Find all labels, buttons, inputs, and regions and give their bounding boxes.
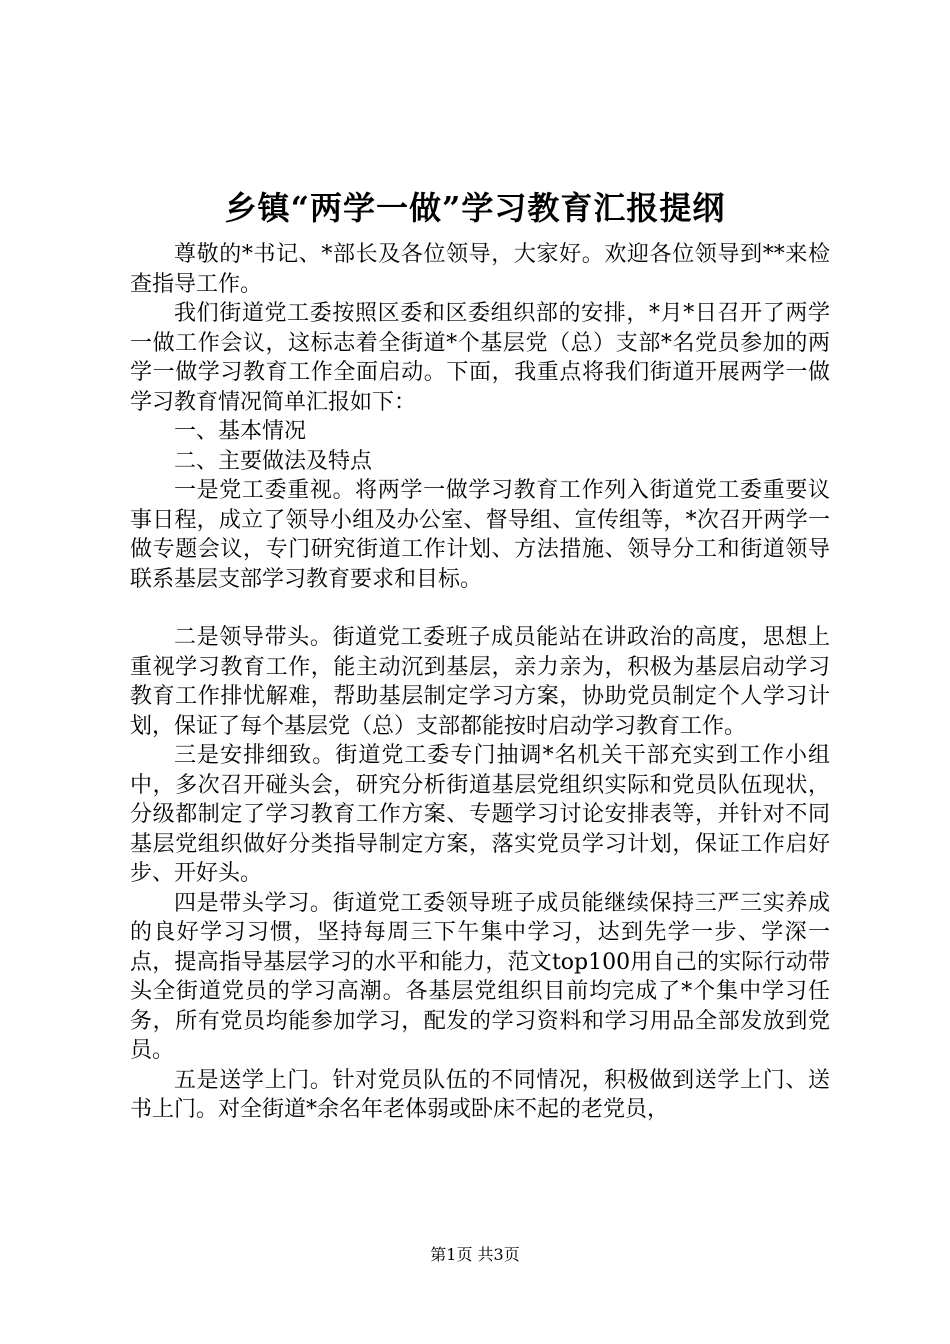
document-body bbox=[130, 240, 830, 1125]
paragraph-point-4: 四是带头学习。街道党工委领导班子成员能继续保持三严三实养成的良好学习习惯，坚持每周三下午集中学习，达到先学一步、学深一点，提高指导基层学习的水平和能力，范文top100用自己的实际行动带头全街道党员的学习高潮。各基层党组织目前均完成了*个集中学习任务，所有党员均能参加学习，配发的学习资料和学习用品全部发放到党员。 bbox=[130, 890, 830, 1063]
paragraph-point-3: 三是安排细致。街道党工委专门抽调*名机关干部充实到工作小组中，多次召开碰头会，研究分析街道基层党组织实际和党员队伍现状，分级都制定了学习教育工作方案、专题学习讨论安排表等，并针对不同基层党组织做好分类指导制定方案，落实党员学习计划，保证工作启好步、开好头。 bbox=[130, 743, 830, 886]
paragraph-intro: 我们街道党工委按照区委和区委组织部的安排，*月*日召开了两学一做工作会议，这标志着全街道*个基层党（总）支部*名党员参加的两学一做学习教育工作全面启动。下面，我重点将我们街道开展两学一做学习教育情况简单汇报如下： bbox=[130, 301, 830, 415]
section-heading-practices: 二、主要做法及特点 bbox=[174, 448, 373, 474]
section-heading-basic: 一、基本情况 bbox=[174, 419, 307, 444]
paragraph-greeting: 尊敬的*书记、*部长及各位领导，大家好。欢迎各位领导到**来检查指导工作。 bbox=[130, 242, 830, 297]
paragraph-point-5: 五是送学上门。针对党员队伍的不同情况，积极做到送学上门、送书上门。对全街道*余名年老体弱或卧床不起的老党员， bbox=[130, 1067, 830, 1122]
document-title: 乡镇“两学一做”学习教育汇报提纲 bbox=[224, 189, 726, 227]
page-number-footer: 第1页 共3页 bbox=[430, 1245, 520, 1264]
paragraph-point-2: 二是领导带头。街道党工委班子成员能站在讲政治的高度，思想上重视学习教育工作，能主动沉到基层，亲力亲为，积极为基层启动学习教育工作排忧解难，帮助基层制定学习方案，协助党员制定个人学习计划，保证了每个基层党（总）支部都能按时启动学习教育工作。 bbox=[130, 625, 830, 739]
paragraph-point-1: 一是党工委重视。将两学一做学习教育工作列入街道党工委重要议事日程，成立了领导小组及办公室、督导组、宣传组等，*次召开两学一做专题会议，专门研究街道工作计划、方法措施、领导分工和街道领导联系基层支部学习教育要求和目标。 bbox=[130, 478, 830, 592]
